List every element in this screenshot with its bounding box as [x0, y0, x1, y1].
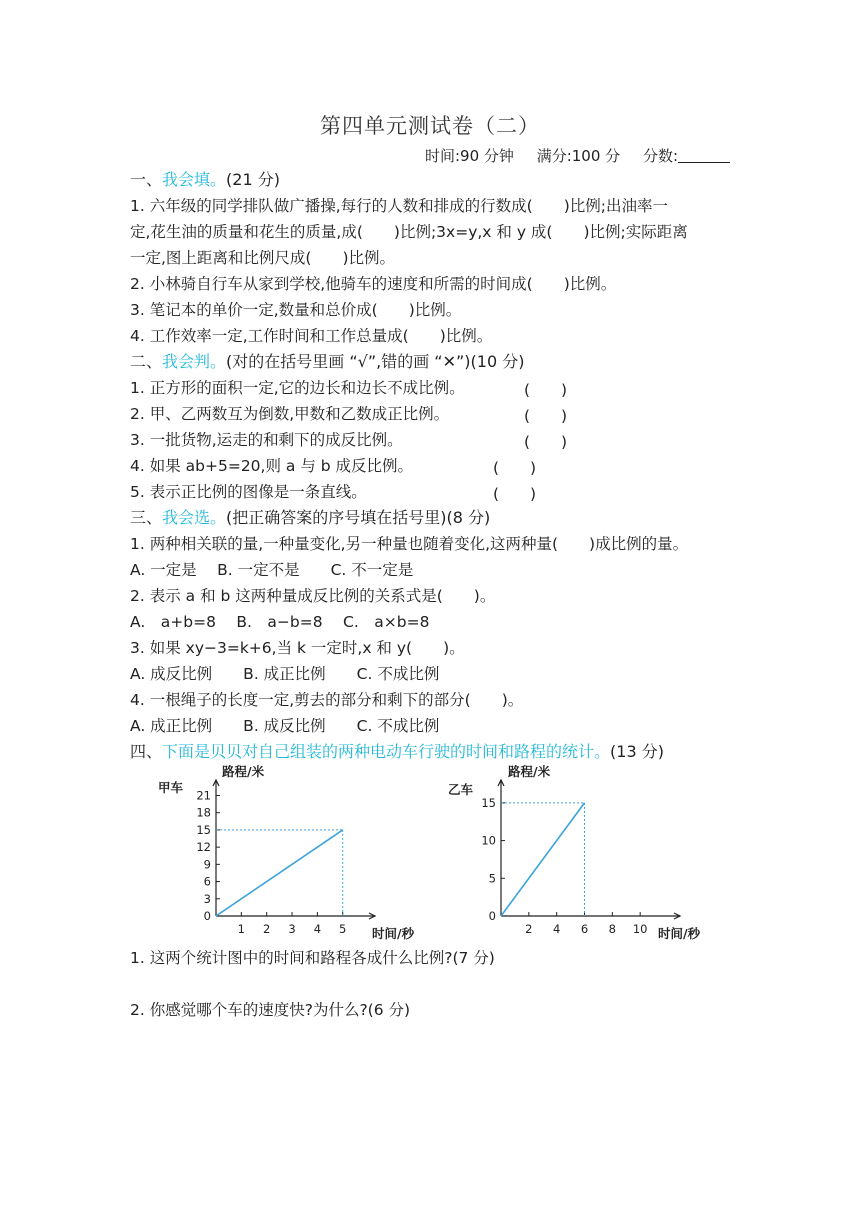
fill-q1-line1: 1. 六年级的同学排队做广播操,每行的人数和排成的行数成( )比例;出油率一	[130, 197, 668, 215]
section-note: (对的在括号里画 “√”,错的画 “✕”)(10 分)	[226, 352, 525, 371]
section-points: (21 分)	[226, 170, 280, 189]
choose-q3-options: A. 成反比例 B. 成正比例 C. 不成比例	[130, 665, 440, 683]
judge-q1: 1. 正方形的面积一定,它的边长和边长不成比例。	[130, 379, 465, 397]
choose-q1: 1. 两种相关联的量,一种量变化,另一种量也随着变化,这两种量( )成比例的量。	[130, 535, 689, 553]
section-name: 我会判。	[162, 352, 227, 371]
section-note: (把正确答案的序号填在括号里)(8 分)	[226, 508, 491, 527]
y-tick-label: 12	[196, 840, 211, 855]
fill-q4: 4. 工作效率一定,工作时间和工作总量成( )比例。	[130, 327, 493, 345]
x-axis-label: 时间/秒	[658, 926, 701, 941]
section-1-heading	[130, 170, 280, 190]
x-tick-label: 2	[525, 922, 533, 936]
series-line	[216, 830, 343, 916]
page-title: 第四单元测试卷（二）	[320, 114, 540, 138]
judge-q5: 5. 表示正比例的图像是一条直线。	[130, 483, 367, 501]
section-points: (13 分)	[610, 742, 664, 761]
judge-q3-answer[interactable]: ( )	[524, 433, 568, 451]
judge-q2: 2. 甲、乙两数互为倒数,甲数和乙数成正比例。	[130, 405, 450, 423]
judge-q2-answer[interactable]: ( )	[524, 407, 568, 425]
section-number: 四、	[130, 742, 163, 761]
chart-title: 乙车	[448, 782, 474, 797]
choose-q1-options: A. 一定是 B. 一定不是 C. 不一定是	[130, 561, 414, 579]
y-tick-label: 9	[203, 857, 211, 872]
exam-full-score: 满分:100 分	[536, 147, 621, 165]
y-tick-label: 15	[196, 822, 211, 837]
judge-q1-answer[interactable]: ( )	[524, 381, 568, 399]
x-tick-label: 2	[263, 922, 271, 936]
y-tick-label: 0	[488, 909, 496, 923]
y-tick-label: 5	[488, 871, 496, 886]
judge-q5-answer[interactable]: ( )	[493, 485, 537, 503]
section-4-heading	[130, 742, 664, 762]
fill-q2: 2. 小林骑自行车从家到学校,他骑车的速度和所需的时间成( )比例。	[130, 275, 617, 293]
section-number: 二、	[130, 352, 163, 371]
y-tick-label: 18	[196, 805, 211, 820]
exam-time: 时间:90 分钟	[425, 147, 514, 165]
y-tick-label: 21	[196, 788, 211, 803]
y-tick-label: 6	[203, 874, 211, 889]
section-name: 下面是贝贝对自己组装的两种电动车行驶的时间和路程的统计。	[162, 742, 611, 761]
choose-q2: 2. 表示 a 和 b 这两种量成反比例的关系式是( )。	[130, 587, 496, 605]
section-name: 我会选。	[162, 508, 227, 527]
section-number: 一、	[130, 170, 163, 189]
x-tick-label: 4	[313, 922, 322, 936]
x-tick-label: 4	[553, 922, 561, 936]
x-axis-label: 时间/秒	[372, 926, 415, 941]
x-tick-label: 6	[580, 922, 589, 936]
score-blank[interactable]	[678, 148, 730, 163]
choose-q4-options: A. 成正比例 B. 成反比例 C. 不成比例	[130, 717, 440, 735]
series-line	[501, 803, 585, 916]
choose-q3: 3. 如果 xy−3=k+6,当 k 一定时,x 和 y( )。	[130, 639, 465, 657]
y-tick-label: 15	[481, 795, 496, 810]
chart-title: 甲车	[158, 780, 184, 795]
question-1: 1. 这两个统计图中的时间和路程各成什么比例?(7 分)	[130, 949, 495, 967]
x-tick-label: 3	[288, 922, 296, 936]
question-2: 2. 你感觉哪个车的速度快?为什么?(6 分)	[130, 1001, 411, 1019]
fill-q3: 3. 笔记本的单价一定,数量和总价成( )比例。	[130, 301, 462, 319]
y-axis-label: 路程/米	[222, 764, 265, 779]
x-tick-label: 8	[608, 922, 616, 936]
y-axis-label: 路程/米	[508, 764, 551, 779]
chart-car-jia	[150, 762, 415, 942]
fill-q1-line3: 一定,图上距离和比例尺成( )比例。	[130, 249, 396, 267]
x-tick-label: 1	[237, 922, 246, 936]
y-tick-label: 10	[481, 833, 496, 848]
judge-q3: 3. 一批货物,运走的和剩下的成反比例。	[130, 431, 403, 449]
section-3-heading	[130, 508, 490, 528]
section-2-heading	[130, 352, 524, 372]
section-name: 我会填。	[162, 170, 227, 189]
judge-q4: 4. 如果 ab+5=20,则 a 与 b 成反比例。	[130, 457, 414, 475]
exam-meta	[425, 145, 748, 166]
x-tick-label: 10	[632, 922, 648, 936]
x-tick-label: 5	[339, 922, 347, 936]
exam-score-label: 分数:	[642, 147, 678, 165]
y-tick-label: 3	[203, 891, 211, 906]
choose-q4: 4. 一根绳子的长度一定,剪去的部分和剩下的部分( )。	[130, 691, 524, 709]
fill-q1-line2: 定,花生油的质量和花生的质量,成( )比例;3x=y,x 和 y 成( )比例;实际距离	[130, 223, 688, 241]
y-tick-label: 0	[203, 909, 211, 923]
choose-q2-options: A. a+b=8 B. a−b=8 C. a×b=8	[130, 613, 430, 631]
chart-car-yi	[440, 762, 715, 942]
section-number: 三、	[130, 508, 163, 527]
judge-q4-answer[interactable]: ( )	[493, 459, 537, 477]
